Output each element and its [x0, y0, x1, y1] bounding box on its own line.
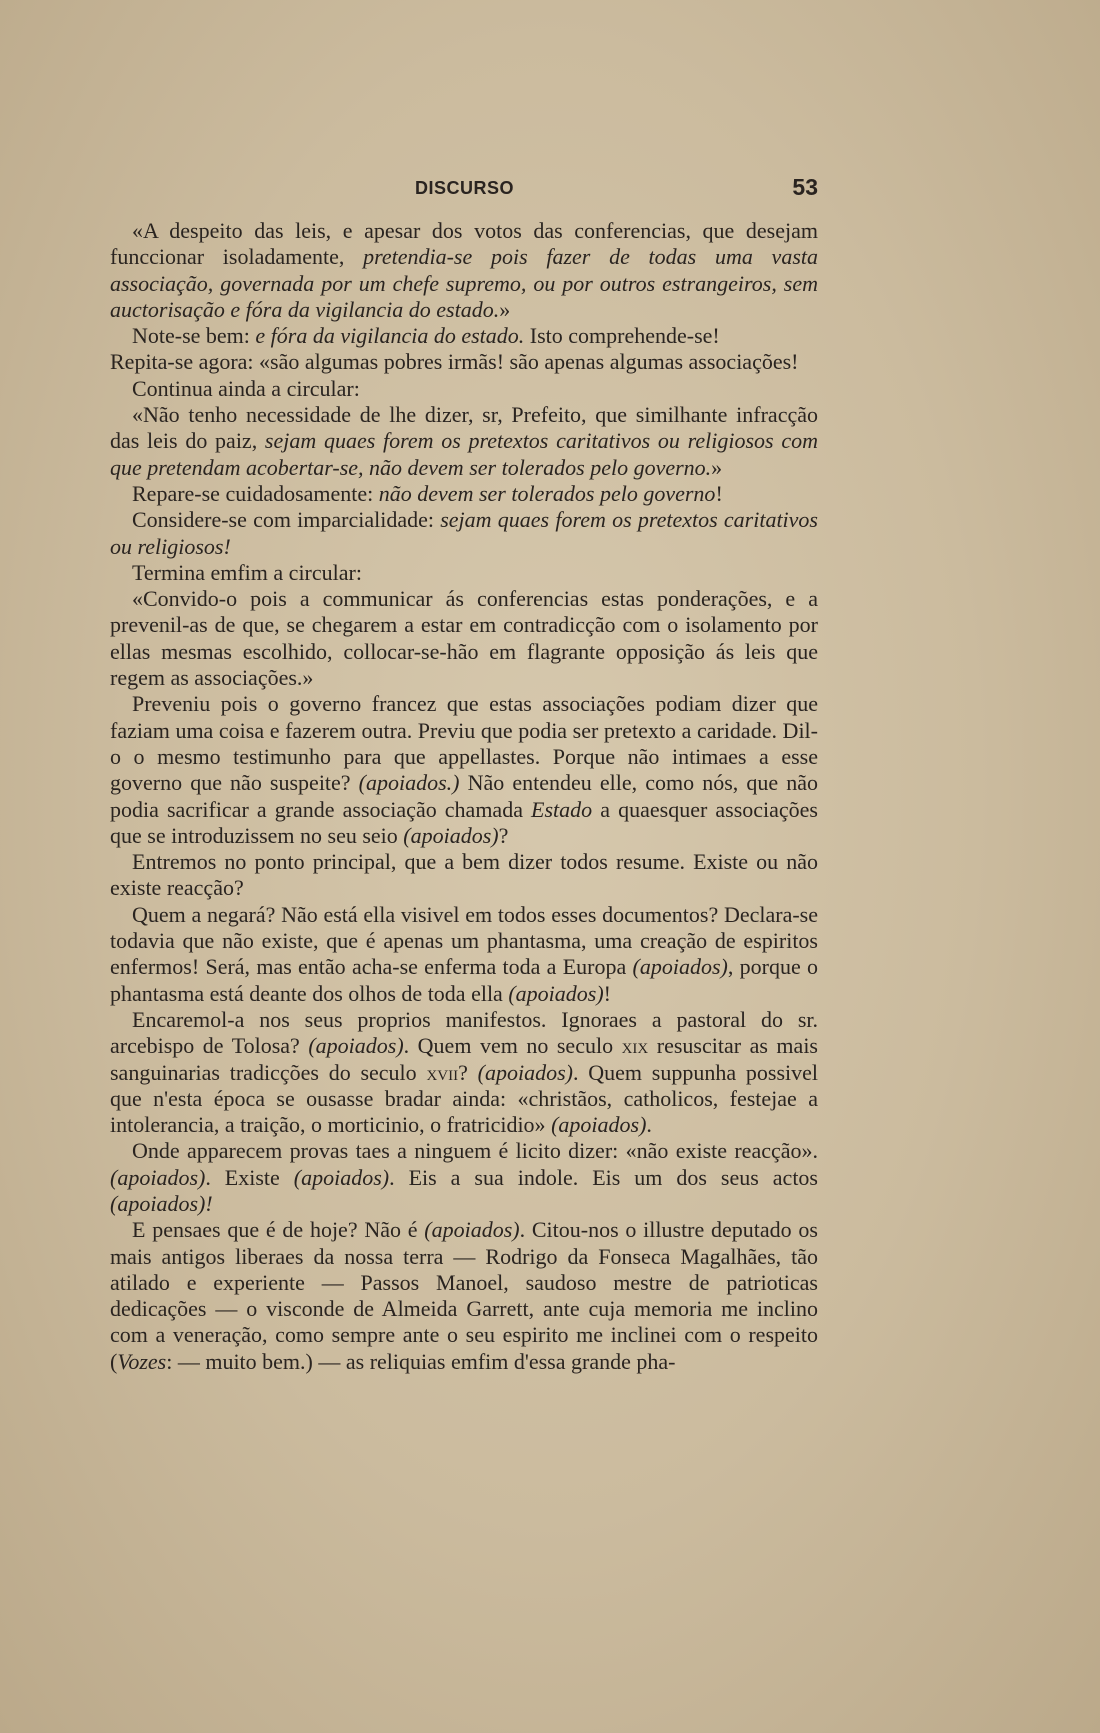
text-run: Continua ainda a circular: — [132, 375, 360, 401]
text-run: Termina emfim a circular: — [132, 559, 362, 585]
paragraph — [110, 376, 818, 402]
text-run: ? — [498, 822, 509, 848]
text-run: . Existe — [205, 1164, 294, 1190]
text-run: . Eis a sua indole. Eis um dos seus actos — [389, 1164, 818, 1190]
text-run: resuscitar as mais sanguinarias tradicções do seculo — [110, 1033, 818, 1085]
paragraph — [110, 560, 818, 586]
text-run: Encaremol-a nos seus proprios manifestos. Ignoraes a pastoral do sr. arcebispo de Tolosa? — [110, 1006, 818, 1059]
paragraph — [110, 1217, 818, 1375]
italic-text: pretendia-se pois fazer de todas uma vasta associação, governada por um chefe supremo, ou por outros estrangeiros, sem auctorisação e fóra da vigilancia do estado. — [110, 244, 818, 322]
text-run: Note-se bem: — [132, 323, 256, 349]
paragraph — [110, 402, 818, 481]
paragraph — [110, 1007, 818, 1138]
text-run: : — muito bem.) — as reliquias emfim d'essa grande pha- — [166, 1348, 676, 1374]
text-run: Preveniu pois o governo francez que estas associações podiam dizer que faziam uma coisa e fazerem outra. Previu que podia ser pretexto a caridade. Dil-o o mesmo testimunho para que appellastes. Porque não intimaes a esse governo que não suspeite? — [110, 691, 818, 796]
text-run: Entremos no ponto principal, que a bem dizer todos resume. Existe ou não existe reacção? — [110, 849, 818, 901]
text-run: E pensaes que é de hoje? Não é — [132, 1217, 425, 1243]
text-run: «A despeito das leis, e apesar dos votos das conferencias, que desejam funccionar isoladamente, — [110, 218, 818, 270]
text-run: «Convido-o pois a communicar ás conferencias estas ponderações, e a prevenil-as de que, se chegarem a estar em contradicção com o isolamento por ellas mesmas escolhido, collocar-se-hão em flagrante opposição ás leis que regem as associações.» — [110, 586, 818, 691]
text-run: Onde apparecem provas taes a ninguem é licito dizer: «não existe reacção». — [132, 1138, 818, 1164]
text-run: «Não tenho necessidade de lhe dizer, sr, Prefeito, que similhante infracção das leis do paiz, — [110, 402, 818, 454]
italic-text: (apoiados) — [551, 1112, 647, 1138]
paragraph — [110, 507, 818, 560]
paragraph — [110, 691, 818, 849]
running-title: DISCURSO — [415, 178, 515, 198]
text-run: . Quem suppunha possivel que n'esta época se ousasse bradar ainda: «christãos, catholicos, festejae a intolerancia, a traição, o morticinio, o fratricidio» — [110, 1059, 819, 1138]
italic-text: (apoiados.) — [358, 770, 460, 796]
paragraph — [110, 481, 818, 507]
italic-text: (apoiados) — [293, 1164, 390, 1190]
text-run: xix — [621, 1033, 649, 1059]
text-run: ! — [603, 980, 611, 1006]
page-number: 53 — [792, 174, 818, 200]
body-text — [110, 218, 818, 1375]
italic-text: Estado — [531, 796, 593, 822]
paragraph — [110, 586, 818, 691]
text-run: » — [711, 454, 723, 480]
text-run: Não entendeu elle, como nós, que não podia sacrificar a grande associação chamada — [110, 770, 818, 822]
text-run: . Quem vem no seculo — [403, 1033, 622, 1059]
paragraph — [110, 218, 818, 323]
italic-text: não devem ser tolerados pelo governo — [378, 480, 716, 506]
text-run: xvii — [426, 1059, 459, 1085]
paragraph — [110, 349, 818, 375]
italic-text: (apoiados) — [508, 980, 604, 1006]
text-run: Repare-se cuidadosamente: — [132, 480, 379, 506]
text-run: a quaesquer associações que se introduzissem no seu seio — [110, 796, 818, 848]
italic-text: Vozes — [117, 1348, 167, 1374]
text-run: Repita-se agora: «são algumas pobres irmãs! são apenas algumas associações! — [110, 349, 799, 375]
text-run: Quem a negará? Não está ella visivel em todos esses documentos? Declara-se todavia que não existe, que é apenas um phantasma, uma creação de espiritos enfermos! Será, mas então acha-se enferma toda a Europa — [110, 901, 818, 980]
italic-text: e fóra da vigilancia do estado. — [255, 323, 525, 349]
italic-text: (apoiados) — [477, 1059, 573, 1085]
text-run: . Citou-nos o illustre deputado os mais antigos liberaes da nossa terra — Rodrigo da Fonseca Magalhães, tão atilado e experiente — Passos Manoel, saudoso mestre de patrioticas dedicações — o visconde de Almeida Garrett, ante cuja memoria me inclino com a veneração, como sempre ante o seu espirito me inclinei com o respeito ( — [110, 1217, 818, 1374]
text-run: ? — [458, 1059, 478, 1085]
italic-text: (apoiados) — [110, 1164, 206, 1190]
text-run: Isto comprehende-se! — [524, 323, 720, 349]
italic-text: sejam quaes forem os pretextos caritativos ou religiosos com que pretendam acobertar-se, não devem ser tolerados pelo governo. — [110, 428, 818, 480]
paragraph — [110, 902, 818, 1007]
text-run: ! — [715, 480, 723, 506]
paragraph — [110, 849, 818, 902]
text-run: » — [499, 296, 511, 322]
italic-text: (apoiados) — [424, 1217, 520, 1243]
paragraph — [110, 323, 818, 349]
italic-text: (apoiados)! — [110, 1190, 213, 1216]
page-header — [110, 176, 818, 206]
italic-text: sejam quaes forem os pretextos caritativos ou religiosos! — [110, 507, 818, 559]
text-run: , porque o phantasma está deante dos olhos de toda ella — [110, 954, 819, 1006]
italic-text: (apoiados) — [308, 1033, 404, 1059]
paragraph — [110, 1138, 818, 1217]
italic-text: (apoiados) — [403, 822, 499, 848]
italic-text: (apoiados) — [632, 954, 728, 980]
text-run: . — [646, 1112, 652, 1138]
text-run: Considere-se com imparcialidade: — [132, 507, 441, 533]
